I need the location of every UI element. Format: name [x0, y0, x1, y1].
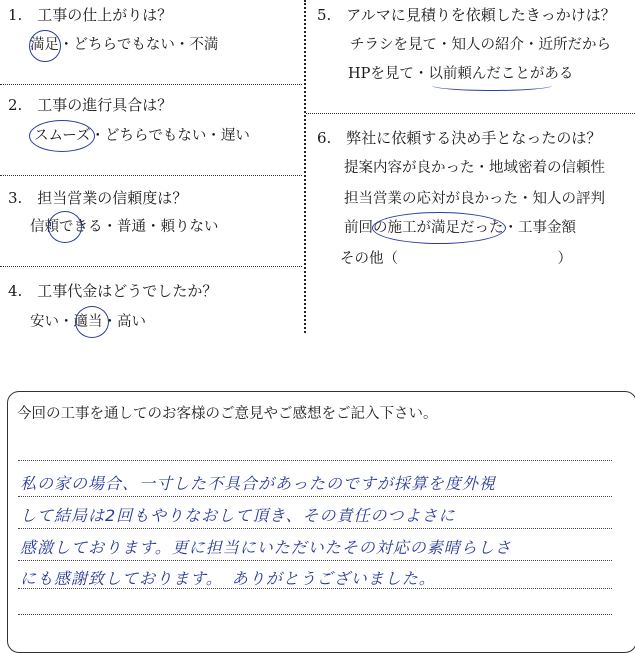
divider [0, 175, 302, 176]
answer-5-line-1: チラシを見て・知人の紹介・近所だから [350, 37, 611, 53]
answer-6-line-4: その他（ ） [340, 251, 572, 267]
answer-6-line-3: 前回の施工が満足だった・工事金額 [344, 220, 576, 236]
question-5: 5. アルマに見積りを依頼したきっかけは？ [317, 6, 616, 24]
answer-6-line-1: 提案内容が良かった・地域密着の信頼性 [344, 160, 605, 176]
question-2: 2. 工事の進行具合は？ [8, 96, 173, 114]
comment-rule [18, 560, 612, 561]
answer-3-options: 信頼できる・普通・頼りない [30, 219, 219, 235]
question-6: 6. 弊社に依頼する決め手となったのは？ [317, 129, 602, 147]
handwritten-comment-line: にも感謝致しております。 ありがとうございました。 [20, 569, 436, 588]
answer-2-options: スムーズ・どちらでもない・遅い [34, 128, 250, 144]
answer-1-options: 満足・どちらでもない・不満 [30, 37, 219, 53]
underline-mark-previous-request [432, 80, 552, 91]
circle-mark-appropriate [75, 306, 109, 338]
circle-mark-previous-work-satisfied [372, 212, 506, 244]
handwritten-comment-line: 感激しております。更に担当にいただいたその対応の素晴らしさ [20, 538, 512, 557]
divider [0, 84, 302, 85]
question-1: 1. 工事の仕上がりは？ [8, 6, 173, 24]
comment-box-title: 今回の工事を通してのお客様のご意見やご感想をご記入下さい。 [17, 406, 438, 422]
answer-6-line-2: 担当営業の応対が良かった・知人の評判 [344, 191, 605, 207]
answer-4-options: 安い・適当・高い [30, 314, 146, 330]
circle-mark-satisfied [29, 30, 61, 62]
question-4: 4. 工事代金はどうでしたか？ [8, 282, 218, 300]
divider [0, 266, 302, 267]
handwritten-comment-line: 私の家の場合、一寸した不具合があったのですが採算を度外視 [20, 474, 496, 493]
question-3: 3. 担当営業の信頼度は？ [8, 189, 188, 207]
comment-rule [18, 588, 612, 589]
answer-5-line-2: HPを見て・以前頼んだことがある [348, 66, 574, 82]
comment-rule [18, 460, 612, 461]
comment-rule [18, 614, 612, 615]
comment-rule [18, 528, 612, 529]
column-divider [304, 0, 306, 333]
circle-mark-smooth [29, 120, 95, 152]
handwritten-comment-line: して結局は2回もやりなおして頂き、その責任のつよさに [20, 506, 456, 525]
circle-mark-trustworthy [48, 211, 82, 243]
divider [306, 113, 635, 114]
comment-rule [18, 496, 612, 497]
